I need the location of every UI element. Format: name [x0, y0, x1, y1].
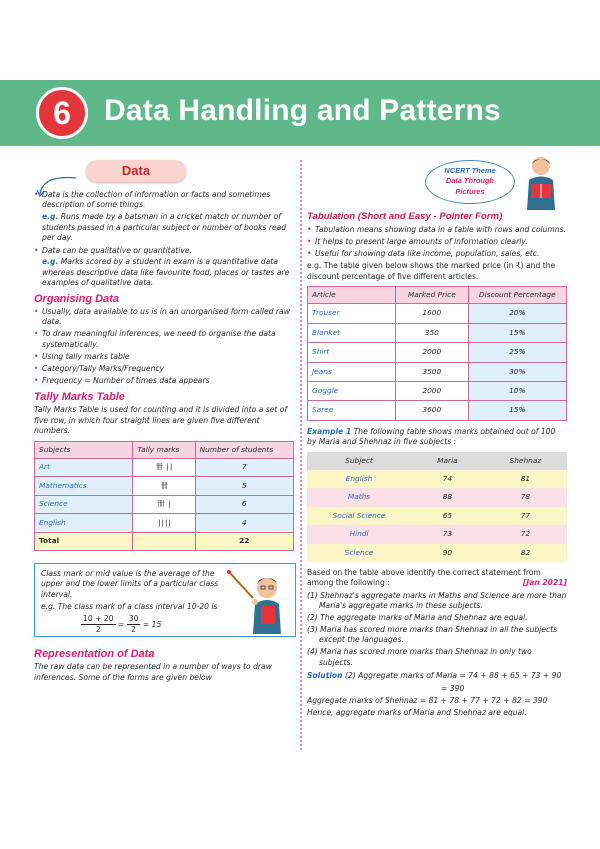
organising-bullet: • To draw meaningful inferences, we need to organise the data systematically. — [34, 329, 294, 350]
table-row — [308, 323, 567, 342]
subject-cell: Maths — [307, 488, 411, 506]
class-mark-text: Class mark or mid value is the average of the upper and the lower limits of a particular class interval. — [41, 568, 219, 599]
fraction — [127, 614, 141, 636]
price-cell: 350 — [396, 323, 469, 342]
teacher-reading-illustration — [515, 154, 567, 210]
maria-cell: 90 — [411, 544, 484, 562]
total-empty — [133, 532, 195, 550]
tabulation-bullet: • Useful for showing data like income, population, sales, etc. — [307, 249, 567, 259]
column-header: Article — [308, 286, 396, 303]
subject-cell: Science — [307, 544, 411, 562]
count-cell: 6 — [195, 495, 293, 513]
table-row — [35, 495, 294, 513]
class-mark-box — [34, 563, 296, 637]
equals-sign: = — [117, 619, 125, 629]
maria-cell: 74 — [411, 470, 484, 488]
ncert-speech-bubble — [425, 160, 515, 204]
price-cell: 3600 — [396, 401, 469, 420]
representation-title: Representation of Data — [34, 647, 155, 660]
result: = 15 — [142, 619, 162, 629]
chapter-title: Data Handling and Patterns — [104, 94, 501, 127]
eg-label: e.g. — [42, 212, 59, 222]
exam-tag: [Jan 2021] — [522, 578, 567, 588]
subject-cell: Art — [35, 458, 133, 476]
table-row — [307, 507, 567, 525]
column-header: Number of students — [195, 441, 293, 458]
tabulation-title: Tabulation (Short and Easy - Pointer Form) — [307, 211, 503, 222]
tally-cell: |||| — [133, 514, 195, 532]
teacher-with-pointer-illustration — [225, 568, 291, 634]
eg-label: e.g. — [42, 257, 59, 267]
tally-cell: 卌 — [133, 477, 195, 495]
data-heading: Data — [86, 160, 186, 182]
marks-table — [307, 452, 567, 562]
ncert-line: NCERT Theme — [444, 166, 496, 175]
eg-text: Runs made by a batsman in a cricket match or number of students passed in a particular subject or number of books read per day. — [42, 212, 287, 243]
article-cell: Goggle — [308, 381, 396, 400]
table-row — [308, 304, 567, 323]
price-cell: 3500 — [396, 362, 469, 381]
subject-cell: Social Science — [307, 507, 411, 525]
table-row — [308, 401, 567, 420]
ncert-line: Pictures — [455, 186, 485, 196]
example-1-prompt — [307, 427, 567, 448]
question-text — [307, 568, 567, 589]
organising-bullet: • Frequency = Number of times data appears — [34, 376, 294, 386]
maria-cell: 73 — [411, 525, 484, 543]
tabulation-bullet: • It helps to present large amounts of information clearly. — [307, 237, 567, 247]
table-row — [308, 343, 567, 362]
solution-line-1 — [307, 671, 567, 681]
price-cell: 1600 — [396, 304, 469, 323]
table-row — [308, 362, 567, 381]
count-cell: 7 — [195, 458, 293, 476]
total-label: Total — [35, 532, 133, 550]
solution-text: (2) Aggregate marks of Maria = 74 + 88 + 65 + 73 + 90 — [344, 671, 562, 681]
maria-cell: 88 — [411, 488, 484, 506]
data-example-2 — [34, 257, 294, 288]
table-row — [35, 458, 294, 476]
discount-cell: 15% — [468, 401, 566, 420]
price-cell: 2000 — [396, 381, 469, 400]
maria-cell: 65 — [411, 507, 484, 525]
article-cell: Shirt — [308, 343, 396, 362]
right-column — [307, 160, 567, 721]
shehnaz-cell: 81 — [484, 470, 567, 488]
shehnaz-cell: 78 — [484, 488, 567, 506]
article-cell: Jeans — [308, 362, 396, 381]
tally-intro: Tally Marks Table is used for counting and it is divided into a set of five row, in which four straight lines are given five different numbers. — [34, 405, 288, 436]
total-value: 22 — [195, 532, 293, 550]
organising-bullet: • Using tally marks table — [34, 352, 294, 362]
option-3: (3) Maria has scored more marks than Shehnaz in all the subjects except the languages. — [307, 625, 558, 645]
data-qualitative: • Data can be qualitative or quantitative. — [34, 246, 294, 256]
table-header-row — [308, 286, 567, 303]
article-cell: Saree — [308, 401, 396, 420]
numerator: 10 + 20 — [81, 614, 116, 625]
shehnaz-cell: 77 — [484, 507, 567, 525]
table-row — [307, 488, 567, 506]
table-row — [307, 525, 567, 543]
table-header-row — [307, 452, 567, 470]
column-header: Shehnaz — [484, 452, 567, 470]
article-cell: Trouser — [308, 304, 396, 323]
subject-cell: Mathematics — [35, 477, 133, 495]
data-heading-row — [34, 160, 294, 190]
left-column — [34, 160, 294, 685]
table-row — [307, 544, 567, 562]
discount-cell: 30% — [468, 362, 566, 381]
solution-line-2: = 390 — [441, 683, 465, 693]
column-header: Subject — [307, 452, 411, 470]
column-header: Subjects — [35, 441, 133, 458]
ncert-theme-callout — [307, 160, 567, 206]
tally-cell: 卌 || — [133, 458, 195, 476]
column-header: Discount Percentage — [468, 286, 566, 303]
organising-data-title: Organising Data — [34, 292, 119, 305]
organising-bullet: • Category/Tally Marks/Frequency — [34, 364, 294, 374]
count-cell: 4 — [195, 514, 293, 532]
representation-text: The raw data can be represented in a number of ways to draw inferences. Some of the forms are given below — [34, 662, 272, 682]
option-1: (1) Shehnaz's aggregate marks in Maths and Science are more than Maria's aggregate marks in these subjects. — [307, 590, 567, 611]
discount-cell: 20% — [468, 304, 566, 323]
count-cell: 5 — [195, 477, 293, 495]
column-header: Marked Price — [396, 286, 469, 303]
table-row — [35, 514, 294, 532]
option-2: (2) The aggregate marks of Maria and Shehnaz are equal. — [307, 613, 528, 623]
discount-cell: 25% — [468, 343, 566, 362]
table-header-row — [35, 441, 294, 458]
example-label: Example 1 — [307, 426, 352, 436]
column-header: Tally marks — [133, 441, 195, 458]
discount-cell: 15% — [468, 323, 566, 342]
option-4: (4) Maria has scored more marks than Shehnaz in only two subjects. — [307, 647, 532, 667]
table-row — [307, 470, 567, 488]
subject-cell: English — [35, 514, 133, 532]
tabulation-example: e.g. The table given below shows the marked price (in ₹) and the discount percentage of five different articles. — [307, 261, 556, 281]
price-cell: 2000 — [396, 343, 469, 362]
tabulation-bullet: • Tabulation means showing data in a table with rows and columns. — [307, 225, 567, 235]
article-cell: Blanket — [308, 323, 396, 342]
organising-bullet: • Usually, data available to us is in an unorganised form called raw data. — [34, 307, 294, 328]
solution-line-3: Aggregate marks of Shehnaz = 81 + 78 + 77 + 72 + 82 = 390 — [307, 696, 548, 705]
tally-marks-title: Tally Marks Table — [34, 390, 125, 403]
solution-line-4: Hence, aggregate marks of Maria and Shehnaz are equal. — [307, 708, 527, 718]
total-row — [35, 532, 294, 550]
subject-cell: Science — [35, 495, 133, 513]
question: Based on the table above identify the correct statement from among the following : — [307, 568, 541, 588]
chapter-number-badge: 6 — [36, 87, 88, 139]
data-example-1 — [34, 212, 294, 243]
denominator: 2 — [131, 625, 136, 634]
data-definition: • Data is the collection of information or facts and sometimes description of some things. — [34, 190, 294, 211]
solution-label: Solution — [307, 671, 343, 681]
eg-text: Marks scored by a student in exam is a quantitative data whereas descriptive data like favourite food, places or tastes are examples of qualitative data. — [42, 257, 290, 288]
denominator: 2 — [95, 625, 101, 634]
shehnaz-cell: 72 — [484, 525, 567, 543]
table-row — [308, 381, 567, 400]
subject-cell: English — [307, 470, 411, 488]
class-mark-example: e.g. The class mark of a class interval 10-20 is — [41, 602, 218, 612]
ncert-line: Data Through — [445, 176, 495, 186]
price-table — [307, 286, 567, 421]
discount-cell: 10% — [468, 381, 566, 400]
tally-cell: 卌 | — [133, 495, 195, 513]
example-text: The following table shows marks obtained out of 100 by Maria and Shehnaz in five subjects : — [307, 426, 556, 447]
column-header: Maria — [411, 452, 484, 470]
tally-marks-table — [34, 441, 294, 551]
numerator: 30 — [127, 614, 141, 625]
subject-cell: Hindi — [307, 525, 411, 543]
fraction — [81, 614, 116, 636]
shehnaz-cell: 82 — [484, 544, 567, 562]
table-row — [35, 477, 294, 495]
column-divider — [300, 160, 302, 750]
